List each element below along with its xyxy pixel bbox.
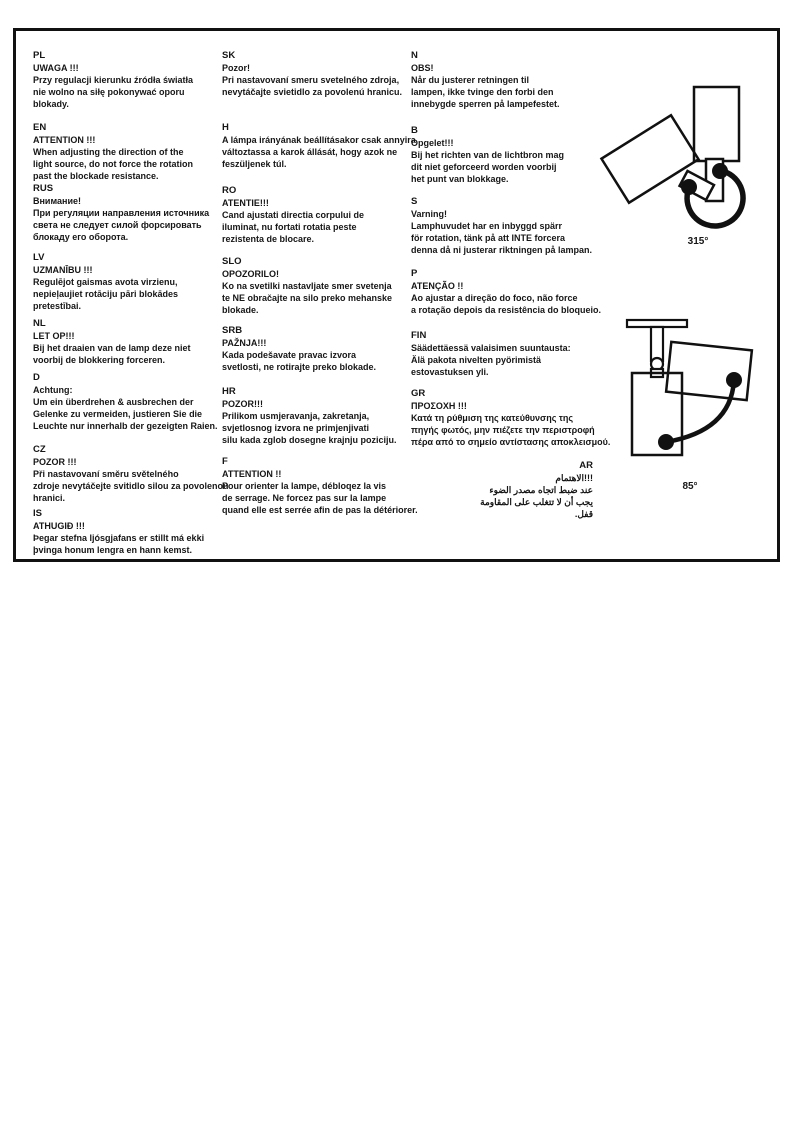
warning-text-line: πηγής φωτός, μην πιέζετε την περιστροφή (411, 425, 595, 435)
lang-code: D (33, 372, 40, 383)
warning-text-line: Při nastavovaní směru světelného (33, 469, 179, 479)
lang-code: SK (222, 50, 236, 61)
lang-block-cz (33, 444, 229, 504)
lang-block-f (222, 456, 418, 516)
warning-heading: LET OP!!! (33, 331, 75, 341)
warning-text-line: iluminat, nu fortati rotatia peste (222, 222, 357, 232)
warning-text-line: silu kada zglob dosegne krajnju poziciju. (222, 435, 397, 445)
warning-text-line: Prilikom usmjeravanja, zakretanja, (222, 411, 370, 421)
warning-heading: ATTENTION !! (222, 469, 282, 479)
lang-block-pl (33, 50, 223, 110)
warning-text-line: Um ein überdrehen & ausbrechen der (33, 397, 194, 407)
warning-text-line: nevytáčajte svietidlo za povolenú hranicu. (222, 87, 403, 97)
pivot-joint-icon (658, 434, 674, 450)
warning-text-line: Przy regulacji kierunku źródła światła (33, 75, 194, 85)
warning-text-line: Lamphuvudet har en inbyggd spärr (411, 221, 563, 231)
warning-text-line: a rotação depois da resistência do bloqueio. (411, 305, 602, 315)
warning-text-line: past the blockade resistance. (33, 171, 159, 181)
warning-text-line: блокаду его оборота. (33, 232, 129, 242)
lang-block-b (411, 125, 601, 185)
warning-text-line: When adjusting the direction of the (33, 147, 184, 157)
warning-text-line: dit niet geforceerd worden voorbij (411, 162, 557, 172)
warning-text-line: light source, do not force the rotation (33, 159, 194, 169)
warning-text-line: Cand ajustati directia corpului de (222, 210, 365, 220)
lang-block-nl (33, 318, 223, 366)
lang-code: P (411, 268, 418, 279)
warning-heading: ATTENTION !!! (33, 135, 96, 145)
warning-text-line: blokady. (33, 99, 69, 109)
warning-text-line: При регуляции направления источника (33, 208, 210, 218)
warning-text-line: يجب أن لا تتغلب على المقاومة (480, 497, 593, 507)
lang-code: F (222, 456, 228, 467)
lang-code: HR (222, 386, 236, 397)
warning-text-line: Pri nastavovaní smeru svetelného zdroja, (222, 75, 400, 85)
language-column-2 (222, 0, 418, 562)
warning-text-line: Ao ajustar a direção do foco, não force (411, 293, 578, 303)
lang-block-s (411, 196, 601, 256)
warning-text-line: för rotation, tänk på att INTE forcera (411, 233, 566, 243)
lang-block-sk (222, 50, 412, 98)
lang-code: CZ (33, 444, 46, 455)
warning-text-line: voorbij de blokkering forceren. (33, 355, 166, 365)
warning-text-line: Kada podešavate pravac izvora (222, 350, 357, 360)
warning-text-line: Κατά τη ρύθμιση της κατεύθυνσης της (411, 413, 574, 423)
warning-text-line: πέρα από το σημείο αντίστασης αποκλεισμού. (411, 437, 611, 447)
lang-block-hr (222, 386, 412, 446)
warning-text-line: te NE obračajte na silo preko mehanske (222, 293, 393, 303)
pivot-joint-icon (726, 372, 742, 388)
warning-heading: ATENÇÃO !! (411, 281, 464, 291)
lang-code: SLO (222, 256, 242, 267)
warning-heading: Внимание! (33, 196, 81, 206)
warning-heading: OBS! (411, 63, 434, 73)
lang-block-lv (33, 252, 223, 312)
warning-heading: POZOR!!! (222, 399, 263, 409)
lang-block-ro (222, 185, 412, 245)
warning-text-line: pretestībai. (33, 301, 82, 311)
language-column-3 (411, 0, 611, 562)
warning-text-line: svetlosti, ne rotirajte preko blokade. (222, 362, 377, 372)
lang-block-gr (411, 388, 611, 448)
warning-text-line: lampen, ikke tvinge den forbi den (411, 87, 554, 97)
lang-block-srb (222, 325, 412, 373)
lamp-stem (651, 327, 663, 361)
lang-code: B (411, 125, 418, 136)
warning-text-line: Säädettäessä valaisimen suuntausta: (411, 343, 571, 353)
warning-text-line: Regulējot gaismas avota virzienu, (33, 277, 178, 287)
lang-block-d (33, 372, 223, 432)
lang-code: IS (33, 508, 42, 519)
lang-block-fin (411, 330, 601, 378)
lang-block-en (33, 122, 223, 182)
warning-text-line: denna då ni justerar riktningen på lampan. (411, 245, 593, 255)
lang-block-ar (411, 460, 593, 520)
warning-heading: PAŽNJA!!! (222, 338, 267, 348)
warning-heading: Pozor! (222, 63, 250, 73)
warning-heading: OPOZORILO! (222, 269, 279, 279)
warning-heading: UZMANĪBU !!! (33, 265, 93, 275)
warning-text-line: þvinga honum lengra en hann kemst. (33, 545, 193, 555)
warning-text-line: zdroje nevytáčejte svitidlo silou za povolenou (33, 481, 229, 491)
lamp-rotation-diagram-icon (585, 55, 775, 240)
warning-text-line: Bij het richten van de lichtbron mag (411, 150, 565, 160)
lang-block-rus (33, 183, 223, 243)
rotation-angle-label: 315° (687, 236, 709, 247)
lang-block-slo (222, 256, 412, 316)
warning-text-line: Ko na svetilki nastavljate smer svetenja (222, 281, 392, 291)
lang-code: AR (579, 460, 593, 471)
warning-text-line: света не следует силой форсировать (33, 220, 202, 230)
warning-text-line: عند ضبط اتجاه مصدر الضوء (489, 485, 593, 495)
warning-text-line: قفل. (574, 509, 593, 519)
lang-code: PL (33, 50, 46, 61)
warning-text-line: Bij het draaien van de lamp deze niet (33, 343, 191, 353)
lamp-head-upright (694, 87, 739, 161)
lamp-head-tilted (666, 342, 752, 400)
warning-text-line: változtassa a karok állását, hogy azok ne (222, 147, 398, 157)
warning-text-line: nie wolno na siłę pokonywać oporu (33, 87, 185, 97)
pivot-joint-icon (681, 179, 697, 195)
lang-block-is (33, 508, 223, 556)
lang-block-p (411, 268, 601, 316)
warning-heading: ATENTIE!!! (222, 198, 269, 208)
warning-heading: Opgelet!!! (411, 138, 454, 148)
lang-code: S (411, 196, 418, 207)
warning-heading: ATHUGIÐ !!! (33, 521, 85, 531)
warning-text-line: A lámpa irányának beállításakor csak annyira (222, 135, 416, 145)
lamp-head-vertical (632, 373, 682, 455)
lang-code: RUS (33, 183, 54, 194)
lang-code: NL (33, 318, 46, 329)
warning-text-line: innebygde sperren på lampefestet. (411, 99, 560, 109)
warning-text-line: nepieļaujiet rotāciju pāri blokādes (33, 289, 179, 299)
warning-text-line: estovastuksen yli. (411, 367, 489, 377)
warning-text-line: de serrage. Ne forcez pas sur la lampe (222, 493, 387, 503)
lang-code: EN (33, 122, 47, 133)
warning-text-line: blokade. (222, 305, 259, 315)
lang-code: H (222, 122, 229, 133)
lang-code: SRB (222, 325, 243, 336)
warning-text-line: het punt van blokkage. (411, 174, 509, 184)
warning-text-line: Pour orienter la lampe, débloqez la vis (222, 481, 387, 491)
tilt-arrow-icon (666, 380, 734, 442)
lang-code: RO (222, 185, 237, 196)
pivot-joint-icon (712, 163, 728, 179)
warning-heading: ΠΡΟΣΟΧΗ !!! (411, 401, 467, 411)
lang-block-h (222, 122, 416, 170)
warning-text-line: Þegar stefna ljósgjafans er stillt má ekki (33, 533, 205, 543)
warning-text-line: svjetlosnog izvora ne primjenjivati (222, 423, 370, 433)
warning-text-line: hranici. (33, 493, 66, 503)
warning-heading: POZOR !!! (33, 457, 77, 467)
tilt-angle-label: 85° (682, 481, 698, 492)
lang-code: GR (411, 388, 426, 399)
ceiling-lamp-tilt-diagram-icon (615, 305, 780, 475)
lang-code: FIN (411, 330, 427, 341)
lang-block-n (411, 50, 601, 110)
warning-text-line: Når du justerer retningen til (411, 75, 530, 85)
warning-heading: UWAGA !!! (33, 63, 79, 73)
warning-text-line: Älä pakota nivelten pyörimistä (411, 355, 542, 365)
warning-text-line: Leuchte nur innerhalb der gezeigten Raien. (33, 421, 218, 431)
warning-text-line: feszüljenek túl. (222, 159, 287, 169)
warning-heading: Achtung: (33, 385, 73, 395)
warning-text-line: !!!الاهتمام (555, 473, 593, 483)
lang-code: N (411, 50, 418, 61)
lang-code: LV (33, 252, 45, 263)
warning-text-line: Gelenke zu vermeiden, justieren Sie die (33, 409, 203, 419)
warning-text-line: rezistenta de blocare. (222, 234, 315, 244)
warning-text-line: quand elle est serrée afin de pas la détériorer. (222, 505, 418, 515)
warning-heading: Varning! (411, 209, 448, 219)
